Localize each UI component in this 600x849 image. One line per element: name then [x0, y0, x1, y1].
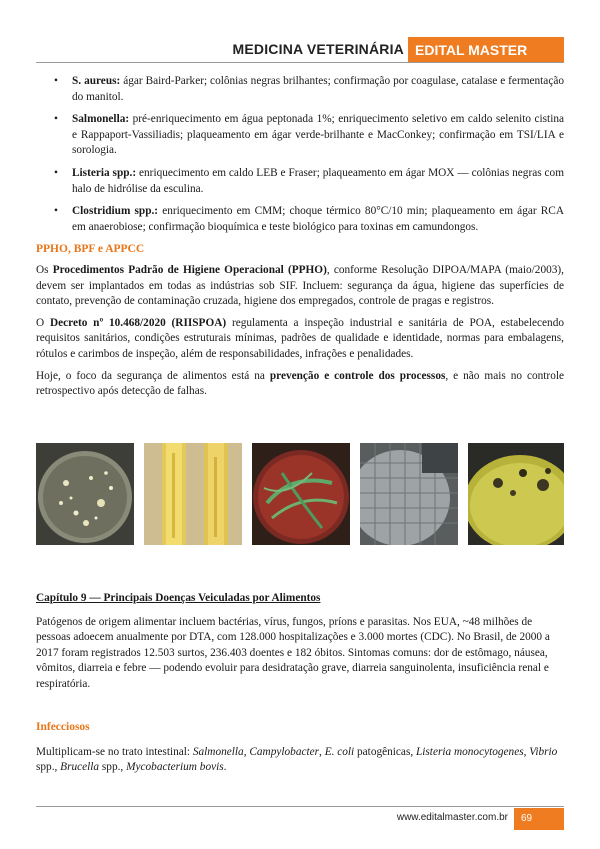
- species-name: Vibrio: [529, 745, 558, 758]
- text-run: regulamenta a inspeção industrial e sanitária de POA, estabelecendo requisitos sanitários, condições estruturais mínimas, padrões de qualidade e identidade, normas para embalagens, rótulos e carimbos de inspeção, além de responsabilidades, infrações e penalidades.: [36, 316, 565, 360]
- photo-strip: [36, 443, 564, 545]
- text-run: ,: [243, 745, 250, 758]
- item-term: S. aureus:: [72, 75, 121, 87]
- section-heading-infecciosos: Infecciosos: [36, 721, 90, 733]
- text-run: spp.,: [99, 761, 127, 774]
- list-item: [36, 204, 564, 235]
- chapter-section: [36, 591, 564, 693]
- text-run: ,: [319, 745, 325, 758]
- bullet-icon: •: [54, 205, 58, 218]
- text-run: Multiplicam-se no trato intestinal:: [36, 745, 193, 758]
- bold-term: Procedimentos Padrão de Higiene Operacional (PPHO): [52, 263, 327, 276]
- text-run: Hoje, o foco da segurança de alimentos está na: [36, 369, 270, 382]
- species-name: Salmonella: [192, 745, 244, 758]
- species-name: E. coli: [324, 745, 355, 758]
- culture-plate-image: [36, 443, 134, 545]
- bold-term: prevenção e controle dos processos: [269, 369, 446, 382]
- main-content: [36, 74, 564, 406]
- red-agar-plate-image: [252, 443, 350, 545]
- species-name: Mycobacterium bovis: [126, 761, 224, 774]
- species-name: Brucella: [60, 761, 100, 774]
- infecciosos-paragraph: [36, 745, 564, 776]
- paragraph-riispoa: [36, 316, 564, 363]
- paragraph-ppho: [36, 263, 564, 310]
- item-text: ágar Baird-Parker; colônias negras brilhantes; confirmação por coagulase, catalase e fermentação do manitol.: [72, 75, 564, 103]
- page-number-badge: 69: [514, 808, 564, 830]
- test-tubes-image: [144, 443, 242, 545]
- text-run: spp.,: [36, 761, 61, 774]
- bold-term: Decreto nº 10.468/2020 (RIISPOA): [49, 316, 227, 329]
- text-run: ,: [523, 745, 530, 758]
- list-item: [36, 112, 564, 159]
- text-run: Os: [36, 263, 53, 276]
- section-heading-ppho: PPHO, BPF e APPCC: [36, 243, 145, 256]
- text-run: , conforme Resolução DIPOA/MAPA (maio/2003), devem ser implantados em todas as indústrias sob SIF. Incluem: segurança da água, higiene das superfícies de contato, prevenção de contaminação cruzada, higiene dos empregados, controle de pragas e registros.: [36, 263, 564, 308]
- footer-url-link[interactable]: www.editalmaster.com.br: [396, 812, 508, 823]
- list-item: [36, 166, 564, 197]
- item-term: Clostridium spp.:: [72, 205, 159, 218]
- bullet-icon: •: [54, 75, 58, 87]
- footer-divider: [36, 806, 564, 807]
- header-divider: [36, 62, 564, 63]
- species-name: Listeria monocytogenes: [415, 745, 524, 758]
- header-brand-badge: EDITAL MASTER: [408, 37, 564, 63]
- method-list: [36, 74, 564, 235]
- text-run: , e não mais no controle retrospectivo após detecção de falhas.: [36, 369, 564, 398]
- item-term: Salmonella:: [72, 113, 130, 126]
- bullet-icon: •: [54, 113, 58, 126]
- infecciosos-section: [36, 720, 564, 776]
- item-text: pré-enriquecimento em água peptonada 1%; enriquecimento seletivo em caldo selenito cistina e Rappaport-Vassiliadis; plaqueamento em ágar verde-brilhante e MacConkey; confirmação em TSI/LIA e sorologia.: [72, 113, 564, 157]
- bullet-icon: •: [54, 166, 58, 179]
- membrane-filter-image: [360, 443, 458, 545]
- yellow-agar-plate-image: [468, 443, 564, 545]
- page-header: [36, 37, 564, 63]
- chapter-paragraph: Patógenos de origem alimentar incluem bactérias, vírus, fungos, príons e parasitas. Nos EUA, ~48 milhões de pessoas adoecem anualmente por DTA, com 128.000 hospitalizações e 3.000 mortes (CDC). No Brasil, de 2000 a 2017 foram registrados 12.503 surtos, 236.403 doentes e 182 óbitos. Sintomas comuns: dor de estômago, náusea, vômitos, diarreia e febre — podendo evoluir para desidratação grave, diarreia sanguinolenta, insuficiência renal e respiratória.: [36, 615, 550, 690]
- species-name: Campylobacter: [249, 745, 320, 758]
- item-text: enriquecimento em caldo LEB e Fraser; plaqueamento em ágar MOX — colônias negras com halo de hidrólise da esculina.: [72, 166, 564, 195]
- text-run: patogênicas,: [354, 745, 416, 758]
- list-item: [36, 74, 564, 105]
- item-text: enriquecimento em CMM; choque térmico 80°C/10 min; plaqueamento em ágar RCA em anaerobiose; confirmação bioquímica e teste biológico para toxinas em camundongos.: [72, 205, 564, 233]
- header-title: MEDICINA VETERINÁRIA: [232, 41, 404, 57]
- text-run: .: [223, 761, 227, 774]
- text-run: O: [36, 316, 50, 329]
- item-term: Listeria spp.:: [72, 166, 137, 179]
- paragraph-focus: [36, 369, 564, 400]
- chapter-title: Capítulo 9 — Principais Doenças Veiculadas por Alimentos: [36, 592, 321, 604]
